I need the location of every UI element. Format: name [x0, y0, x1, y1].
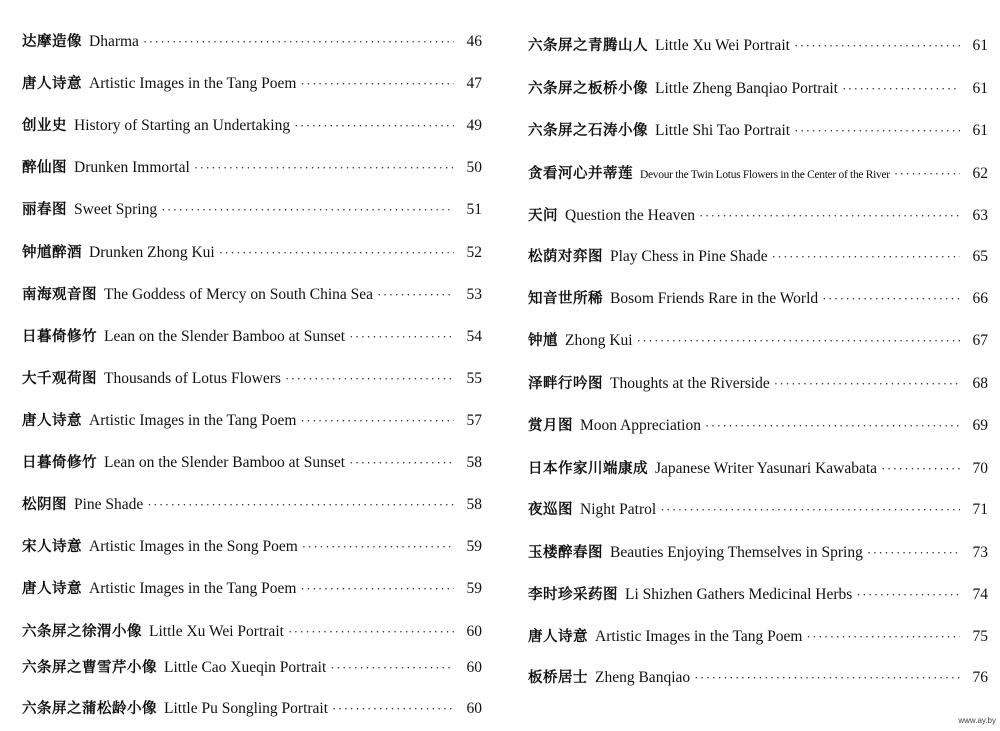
entry-english-title: Bosom Friends Rare in the World [610, 290, 819, 307]
entry-english-title: Pine Shade [74, 496, 144, 513]
entry-english-title: Night Patrol [580, 501, 657, 518]
toc-entry [22, 409, 482, 435]
dot-leader [330, 660, 454, 676]
dot-leader [867, 545, 960, 561]
entry-chinese-title: 达摩造像 [22, 34, 82, 50]
toc-entry [528, 162, 988, 188]
toc-entry [528, 498, 988, 524]
toc-entry [22, 241, 482, 267]
entry-chinese-title: 六条屏之板桥小像 [528, 81, 648, 97]
entry-page-number: 47 [466, 75, 482, 92]
entry-chinese-title: 六条屏之徐渭小像 [22, 624, 142, 640]
entry-page-number: 46 [466, 33, 482, 50]
toc-entry [22, 156, 482, 182]
entry-chinese-title: 南海观音图 [22, 287, 97, 303]
dot-leader [894, 166, 960, 182]
dot-leader [772, 249, 960, 265]
entry-chinese-title: 赏月图 [528, 418, 573, 434]
toc-entry [528, 372, 988, 398]
entry-page-number: 61 [972, 37, 988, 54]
toc-entry [528, 625, 988, 651]
dot-leader [285, 371, 454, 387]
entry-chinese-title: 板桥居士 [528, 670, 588, 686]
entry-english-title: Drunken Zhong Kui [89, 244, 215, 261]
dot-leader [147, 497, 454, 513]
entry-page-number: 62 [972, 165, 988, 182]
dot-leader [637, 333, 960, 349]
entry-chinese-title: 创业史 [22, 118, 67, 134]
entry-chinese-title: 六条屏之蒲松龄小像 [22, 701, 157, 717]
dot-leader [161, 202, 454, 218]
entry-page-number: 57 [466, 412, 482, 429]
toc-entry [528, 583, 988, 609]
entry-chinese-title: 六条屏之石涛小像 [528, 123, 648, 139]
toc-entry [22, 367, 482, 393]
dot-leader [699, 208, 960, 224]
toc-entry [528, 119, 988, 145]
dot-leader [349, 329, 454, 345]
entry-page-number: 60 [466, 659, 482, 676]
entry-chinese-title: 丽春图 [22, 202, 67, 218]
entry-page-number: 50 [466, 159, 482, 176]
toc-entry [22, 493, 482, 519]
entry-page-number: 53 [466, 286, 482, 303]
toc-entry [528, 34, 988, 60]
entry-english-title: Thousands of Lotus Flowers [104, 370, 281, 387]
entry-english-title: Devour the Twin Lotus Flowers in the Center of the River [640, 169, 890, 181]
entry-english-title: Little Xu Wei Portrait [655, 37, 790, 54]
entry-chinese-title: 知音世所稀 [528, 291, 603, 307]
entry-page-number: 58 [466, 454, 482, 471]
toc-entry [528, 666, 988, 692]
entry-english-title: Sweet Spring [74, 201, 158, 218]
entry-chinese-title: 贪看河心并蒂莲 [528, 166, 633, 182]
entry-english-title: Play Chess in Pine Shade [610, 248, 768, 265]
toc-entry [22, 283, 482, 309]
dot-leader [288, 624, 454, 640]
entry-english-title: Drunken Immortal [74, 159, 190, 176]
toc-entry [528, 287, 988, 313]
dot-leader [300, 413, 454, 429]
entry-page-number: 49 [466, 117, 482, 134]
entry-page-number: 60 [466, 700, 482, 717]
toc-entry [528, 414, 988, 440]
entry-english-title: Little Shi Tao Portrait [655, 122, 791, 139]
entry-chinese-title: 李时珍采药图 [528, 587, 618, 603]
entry-page-number: 63 [972, 207, 988, 224]
entry-page-number: 66 [972, 290, 988, 307]
entry-page-number: 75 [972, 628, 988, 645]
entry-page-number: 61 [972, 80, 988, 97]
entry-page-number: 59 [466, 538, 482, 555]
entry-chinese-title: 日暮倚修竹 [22, 329, 97, 345]
entry-chinese-title: 唐人诗意 [22, 413, 82, 429]
dot-leader [856, 587, 960, 603]
entry-page-number: 58 [466, 496, 482, 513]
toc-entry [528, 204, 988, 230]
toc-entry [528, 457, 988, 483]
entry-page-number: 65 [972, 248, 988, 265]
entry-chinese-title: 日暮倚修竹 [22, 455, 97, 471]
entry-chinese-title: 松荫对弈图 [528, 249, 603, 265]
dot-leader [705, 418, 960, 434]
toc-entry [22, 72, 482, 98]
entry-english-title: Beauties Enjoying Themselves in Spring [610, 544, 863, 561]
entry-page-number: 70 [972, 460, 988, 477]
toc-entry [22, 577, 482, 603]
entry-chinese-title: 醉仙图 [22, 160, 67, 176]
entry-chinese-title: 唐人诗意 [22, 76, 82, 92]
entry-english-title: Artistic Images in the Tang Poem [595, 628, 803, 645]
dot-leader [660, 502, 960, 518]
entry-english-title: Little Xu Wei Portrait [149, 623, 284, 640]
toc-entry [22, 451, 482, 477]
entry-page-number: 51 [466, 201, 482, 218]
dot-leader [300, 581, 454, 597]
entry-chinese-title: 大千观荷图 [22, 371, 97, 387]
dot-leader [377, 287, 454, 303]
entry-page-number: 69 [972, 417, 988, 434]
entry-english-title: Artistic Images in the Tang Poem [89, 412, 297, 429]
entry-chinese-title: 钟馗 [528, 333, 558, 349]
toc-entry [22, 620, 482, 646]
dot-leader [822, 291, 960, 307]
dot-leader [194, 160, 454, 176]
toc-entry [528, 541, 988, 567]
toc-entry [22, 697, 482, 723]
entry-page-number: 60 [466, 623, 482, 640]
dot-leader [294, 118, 454, 134]
entry-english-title: Li Shizhen Gathers Medicinal Herbs [625, 586, 853, 603]
entry-english-title: Little Pu Songling Portrait [164, 700, 329, 717]
entry-page-number: 73 [972, 544, 988, 561]
entry-chinese-title: 日本作家川端康成 [528, 461, 648, 477]
dot-leader [332, 701, 454, 717]
dot-leader [794, 123, 960, 139]
entry-page-number: 59 [466, 580, 482, 597]
dot-leader [302, 539, 454, 555]
entry-chinese-title: 宋人诗意 [22, 539, 82, 555]
dot-leader [881, 461, 960, 477]
dot-leader [794, 38, 960, 54]
entry-chinese-title: 六条屏之青腾山人 [528, 38, 648, 54]
toc-entry [22, 535, 482, 561]
entry-page-number: 55 [466, 370, 482, 387]
entry-chinese-title: 天问 [528, 208, 558, 224]
entry-page-number: 67 [972, 332, 988, 349]
entry-page-number: 71 [972, 501, 988, 518]
entry-english-title: History of Starting an Undertaking [74, 117, 291, 134]
entry-page-number: 52 [466, 244, 482, 261]
watermark: www.ay.by [958, 716, 996, 725]
entry-english-title: Artistic Images in the Tang Poem [89, 580, 297, 597]
entry-english-title: Artistic Images in the Tang Poem [89, 75, 297, 92]
entry-page-number: 74 [972, 586, 988, 603]
dot-leader [774, 376, 960, 392]
entry-english-title: Moon Appreciation [580, 417, 701, 434]
entry-english-title: Dharma [89, 33, 139, 50]
entry-english-title: Little Zheng Banqiao Portrait [655, 80, 838, 97]
entry-page-number: 68 [972, 375, 988, 392]
entry-english-title: Japanese Writer Yasunari Kawabata [655, 460, 878, 477]
dot-leader [806, 629, 960, 645]
dot-leader [219, 245, 454, 261]
entry-english-title: Lean on the Slender Bamboo at Sunset [104, 328, 346, 345]
entry-chinese-title: 松阴图 [22, 497, 67, 513]
entry-chinese-title: 唐人诗意 [528, 629, 588, 645]
dot-leader [842, 81, 960, 97]
entry-english-title: Lean on the Slender Bamboo at Sunset [104, 454, 346, 471]
dot-leader [300, 76, 454, 92]
toc-entry [22, 656, 482, 682]
entry-english-title: Question the Heaven [565, 207, 695, 224]
dot-leader [694, 670, 960, 686]
toc-entry [22, 198, 482, 224]
entry-english-title: Zheng Banqiao [595, 669, 691, 686]
entry-page-number: 61 [972, 122, 988, 139]
entry-english-title: Zhong Kui [565, 332, 633, 349]
dot-leader [143, 34, 454, 50]
toc-entry [22, 114, 482, 140]
entry-page-number: 76 [972, 669, 988, 686]
entry-english-title: Little Cao Xueqin Portrait [164, 659, 327, 676]
toc-entry [528, 329, 988, 355]
entry-english-title: Thoughts at the Riverside [610, 375, 770, 392]
dot-leader [349, 455, 454, 471]
entry-english-title: The Goddess of Mercy on South China Sea [104, 286, 374, 303]
toc-entry [528, 245, 988, 271]
entry-chinese-title: 六条屏之曹雪芹小像 [22, 660, 157, 676]
entry-chinese-title: 泽畔行吟图 [528, 376, 603, 392]
entry-chinese-title: 夜巡图 [528, 502, 573, 518]
entry-page-number: 54 [466, 328, 482, 345]
toc-entry [22, 30, 482, 56]
entry-chinese-title: 唐人诗意 [22, 581, 82, 597]
toc-entry [22, 325, 482, 351]
entry-chinese-title: 钟馗醉酒 [22, 245, 82, 261]
toc-entry [528, 77, 988, 103]
entry-english-title: Artistic Images in the Song Poem [89, 538, 298, 555]
entry-chinese-title: 玉楼醉春图 [528, 545, 603, 561]
